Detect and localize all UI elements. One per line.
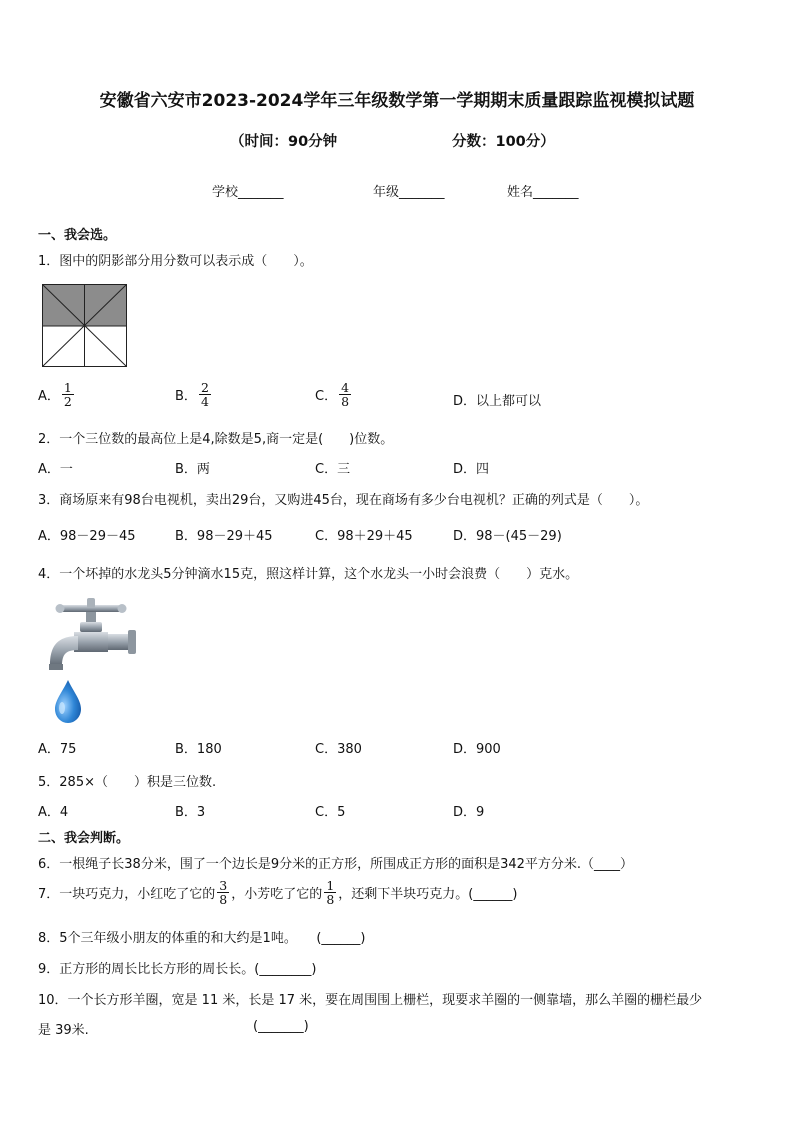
denominator: 8 <box>326 892 335 908</box>
q2-option-d[interactable]: D．四 <box>453 462 490 477</box>
numerator: 1 <box>63 380 72 395</box>
numerator: 3 <box>219 878 228 893</box>
q4-option-c[interactable]: C．380 <box>315 742 362 757</box>
q4-option-d[interactable]: D．900 <box>453 742 501 757</box>
question-7-text-1: 7．一块巧克力，小红吃了它的 <box>38 887 216 903</box>
question-2-text: 2．一个三位数的最高位上是4,除数是5,商一定是( )位数。 <box>38 432 394 447</box>
question-5-text: 5．285×（ ）积是三位数. <box>38 775 217 790</box>
q5-option-c[interactable]: C．5 <box>315 805 346 820</box>
denominator: 4 <box>200 394 209 410</box>
question-10-answer-blank[interactable]: (_______) <box>253 1019 309 1034</box>
section-title-judge: 二、我会判断。 <box>38 831 130 846</box>
question-3-text: 3．商场原来有98台电视机，卖出29台，又购进45台，现在商场有多少台电视机？正确的列式是（ ）。 <box>38 493 649 508</box>
q5-option-b[interactable]: B．3 <box>175 805 206 820</box>
question-1-text: 1．图中的阴影部分用分数可以表示成（ ）。 <box>38 254 313 269</box>
question-7 <box>38 879 517 906</box>
question-8-text: 8．5个三年级小朋友的体重的和大约是1吨。 (______) <box>38 931 366 946</box>
exam-time: （时间：90分钟 <box>230 134 338 150</box>
q4-option-a[interactable]: A．75 <box>38 742 77 757</box>
q1-option-a[interactable] <box>38 381 76 408</box>
numerator: 2 <box>200 380 209 395</box>
numerator: 1 <box>326 878 335 893</box>
q1-option-d[interactable]: D．以上都可以 <box>453 394 542 409</box>
q1-option-a-label: A． <box>38 389 60 405</box>
q1-option-c-fraction <box>340 381 350 408</box>
q4-option-b[interactable]: B．180 <box>175 742 222 757</box>
question-7-text-3: ，还剩下半块巧克力。(______) <box>338 887 518 903</box>
q3-option-d[interactable]: D．98－(45－29) <box>453 529 562 544</box>
q2-option-a[interactable]: A．一 <box>38 462 73 477</box>
grade-field[interactable]: 年级_______ <box>373 185 445 200</box>
q2-option-b[interactable]: B．两 <box>175 462 210 477</box>
numerator: 4 <box>341 380 350 395</box>
q3-option-b[interactable]: B．98－29＋45 <box>175 529 273 544</box>
q5-option-d[interactable]: D．9 <box>453 805 485 820</box>
question-1-figure <box>42 284 128 368</box>
q1-option-c-label: C． <box>315 389 338 405</box>
question-9-text: 9．正方形的周长比长方形的周长长。(________) <box>38 962 317 977</box>
school-field[interactable]: 学校_______ <box>212 185 284 200</box>
q1-option-b-label: B． <box>175 389 197 405</box>
q1-option-b[interactable] <box>175 381 213 408</box>
q3-option-c[interactable]: C．98＋29＋45 <box>315 529 413 544</box>
q7-fraction-1 <box>218 879 228 906</box>
name-field[interactable]: 姓名_______ <box>507 185 579 200</box>
question-10-line-1: 10．一个长方形羊圈，宽是 11 米，长是 17 米，要在周围围上栅栏，现要求羊圈的一侧靠墙，那么羊圈的栅栏最少 <box>38 993 703 1008</box>
section-title-choice: 一、我会选。 <box>38 228 117 243</box>
q2-option-c[interactable]: C．三 <box>315 462 351 477</box>
q1-option-b-fraction <box>200 381 210 408</box>
question-7-text-2: ，小芳吃了它的 <box>231 887 323 903</box>
q3-option-a[interactable]: A．98－29－45 <box>38 529 136 544</box>
exam-score: 分数：100分） <box>452 134 555 150</box>
faucet-drip-icon <box>44 596 140 724</box>
question-4-text: 4．一个坏掉的水龙头5分钟滴水15克，照这样计算，这个水龙头一小时会浪费（ ）克水。 <box>38 567 579 582</box>
question-6-text: 6．一根绳子长38分米，围了一个边长是9分米的正方形，所围成正方形的面积是342平方分米.（____） <box>38 857 634 872</box>
denominator: 8 <box>219 892 228 908</box>
page-title: 安徽省六安市2023-2024学年三年级数学第一学期期末质量跟踪监视模拟试题 <box>99 91 695 111</box>
q1-option-c[interactable] <box>315 381 353 408</box>
question-10-line-2: 是 39米. <box>38 1023 89 1038</box>
q5-option-a[interactable]: A．4 <box>38 805 69 820</box>
denominator: 8 <box>341 394 350 410</box>
denominator: 2 <box>63 394 72 410</box>
q7-fraction-2 <box>325 879 335 906</box>
q1-option-a-fraction <box>63 381 73 408</box>
